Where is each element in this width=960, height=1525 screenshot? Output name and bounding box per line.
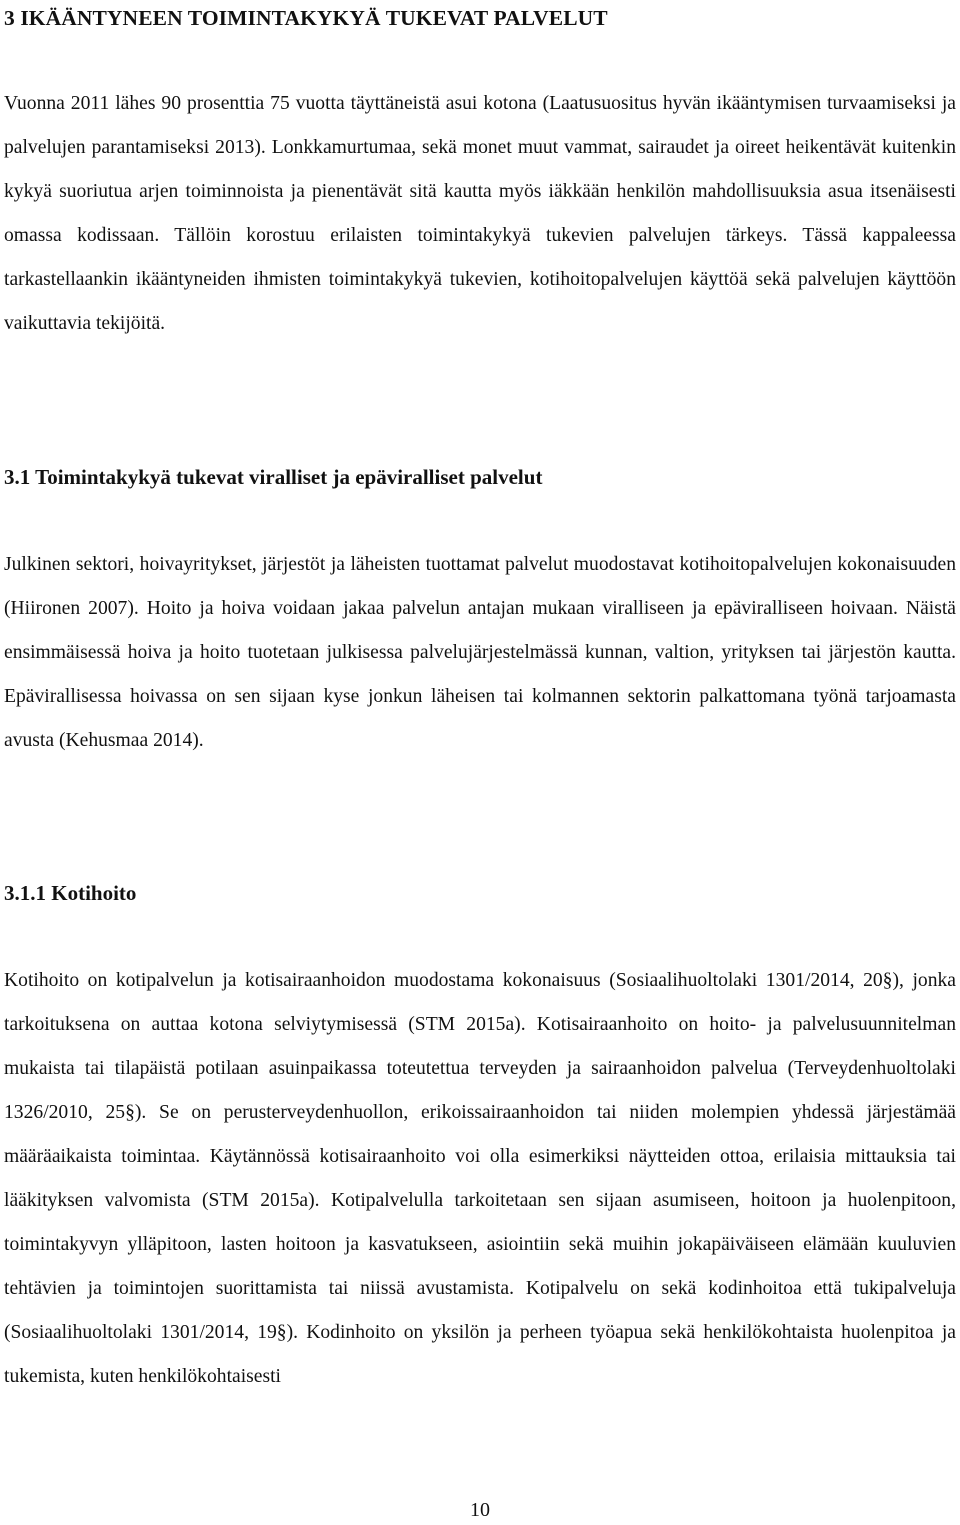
- section-3-1-1-title: 3.1.1 Kotihoito: [4, 881, 137, 905]
- section-3-1-1-paragraph: Kotihoito on kotipalvelun ja kotisairaanhoidon muodostama kokonaisuus (Sosiaalihuoltolaki 1301/2014, 20§), jonka tarkoituksena on auttaa kotona selviytymisessä (STM 2015a). Kotisairaanhoito on hoito- ja palvelusuunnitelman mukaista tai tilapäistä potilaan asuinpaikassa toteutettua terveyden ja sairaanhoidon palvelua (Terveydenhuoltolaki 1326/2010, 25§). Se on perusterveydenhuollon, erikoissairaanhoidon tai niiden molempien yhdessä järjestämää määräaikaista toimintaa. Käytännössä kotisairaanhoito voi olla esimerkiksi näytteiden ottoa, erilaisia mittauksia tai lääkityksen valvomista (STM 2015a). Kotipalvelulla tarkoitetaan sen sijaan asumiseen, hoitoon ja huolenpitoon, toimintakyvyn ylläpitoon, lasten hoitoon ja kasvatukseen, asiointiin sekä muihin jokapäiväiseen elämään kuuluvien tehtävien ja toimintojen suorittamista tai niissä avustamista. Kotipalvelu on sekä kodinhoitoa että tukipalveluja (Sosiaalihuoltolaki 1301/2014, 19§). Kodinhoito on yksilön ja perheen työapua sekä henkilökohtaista huolenpitoa ja tukemista, kuten henkilökohtaisesti: [4, 970, 956, 1387]
- section-3-1-paragraph: Julkinen sektori, hoivayritykset, järjestöt ja läheisten tuottamat palvelut muodostavat kotihoitopalvelujen kokonaisuuden (Hiironen 2007). Hoito ja hoiva voidaan jakaa palvelun antajan mukaan viralliseen ja epäviralliseen hoivaan. Näistä ensimmäisessä hoiva ja hoito tuotetaan julkisessa palvelujärjestelmässä kunnan, valtion, yrityksen tai järjestön kautta. Epävirallisessa hoivassa on sen sijaan kyse jonkun läheisen tai kolmannen sektorin palkattomana työnä tarjoamasta avusta (Kehusmaa 2014).: [4, 554, 956, 751]
- section-3-1-title: 3.1 Toimintakykyä tukevat viralliset ja epäviralliset palvelut: [4, 465, 543, 489]
- intro-paragraph: Vuonna 2011 lähes 90 prosenttia 75 vuotta täyttäneistä asui kotona (Laatusuositus hyvän ikääntymisen turvaamiseksi ja palvelujen parantamiseksi 2013). Lonkkamurtumaa, sekä monet muut vammat, sairaudet ja oireet heikentävät kuitenkin kykyä suoriutua arjen toiminnoista ja pienentävät sitä kautta myös iäkkään henkilön mahdollisuuksia asua itsenäisesti omassa kodissaan. Tällöin korostuu erilaisten toimintakykyä tukevien palvelujen tärkeys. Tässä kappaleessa tarkastellaankin ikääntyneiden ihmisten toimintakykyä tukevien, kotihoitopalvelujen käyttöä sekä palvelujen käyttöön vaikuttavia tekijöitä.: [4, 93, 956, 334]
- page-number: 10: [470, 1499, 490, 1521]
- chapter-title: 3 IKÄÄNTYNEEN TOIMINTAKYKYÄ TUKEVAT PALVELUT: [4, 6, 608, 30]
